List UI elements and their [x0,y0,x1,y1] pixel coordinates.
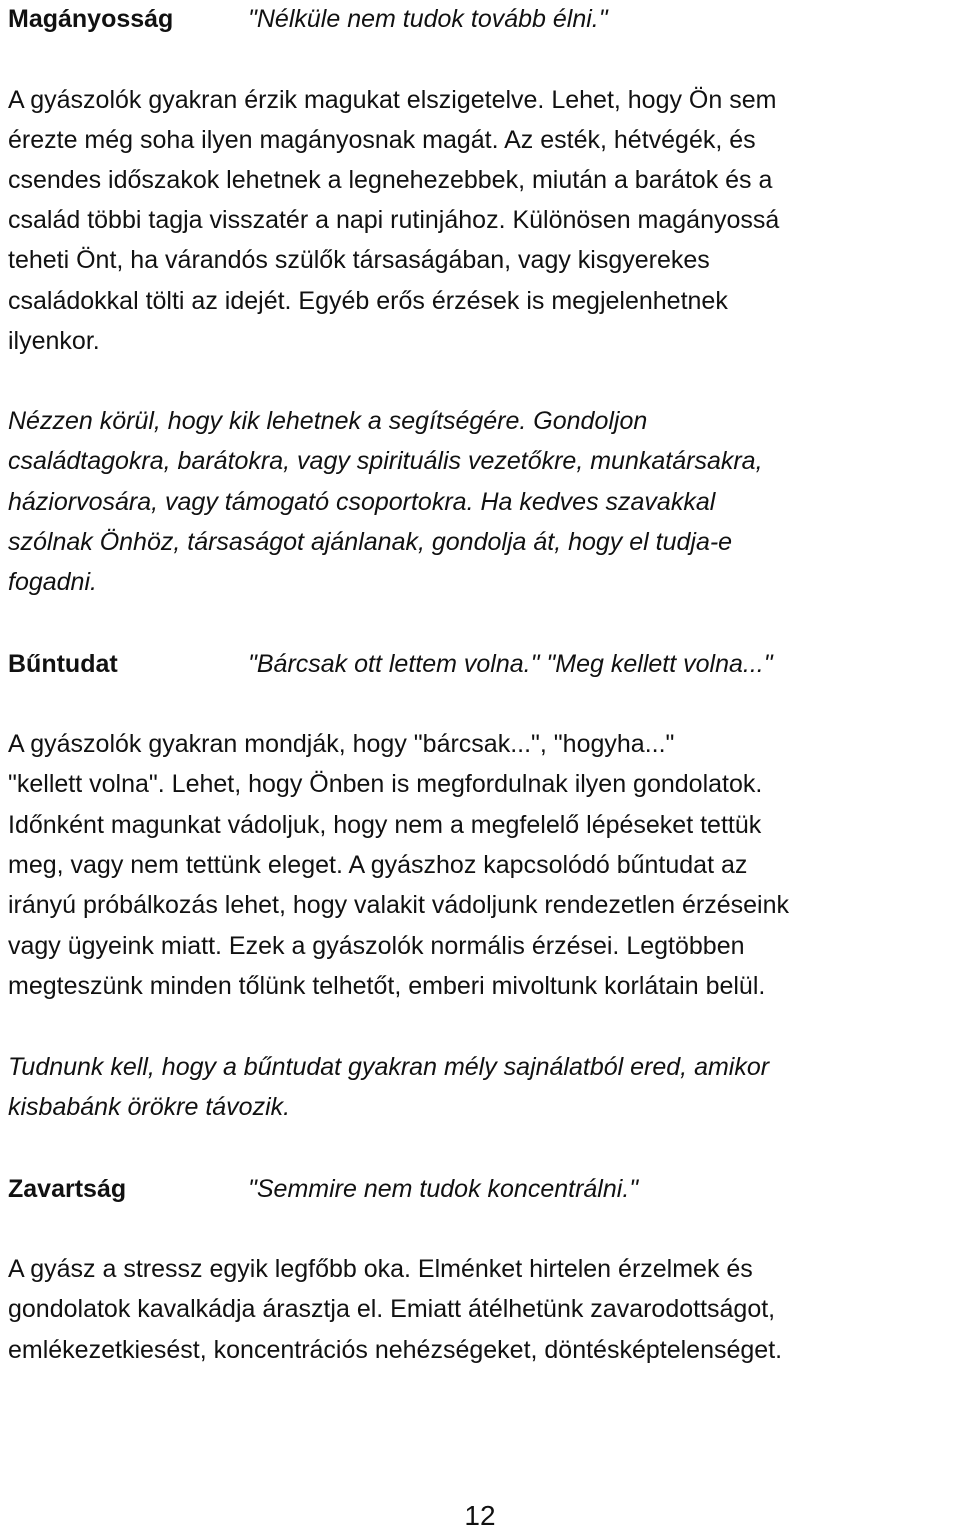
text-line: A gyász a stressz egyik legfőbb oka. Elménket hirtelen érzelmek és [8,1255,753,1283]
section-heading-maganyossag: Magányosság [8,5,174,33]
text-line: teheti Önt, ha várandós szülők társaságában, vagy kisgyerekes [8,246,710,274]
text-line: kisbabánk örökre távozik. [8,1093,291,1121]
section-heading-zavartsag: Zavartság [8,1175,127,1203]
text-line: család többi tagja visszatér a napi rutinjához. Különösen magányossá [8,206,780,234]
text-line: érezte még soha ilyen magányosnak magát. Az esték, hétvégék, és [8,126,756,154]
section-quote-zavartsag: "Semmire nem tudok koncentrálni." [248,1175,639,1203]
text-line: Nézzen körül, hogy kik lehetnek a segítségére. Gondoljon [8,407,648,435]
page-number: 12 [464,1500,496,1531]
text-line: "kellett volna". Lehet, hogy Önben is megfordulnak ilyen gondolatok. [8,770,763,798]
text-line: fogadni. [8,568,97,596]
text-line: vagy ügyeink miatt. Ezek a gyászolók normális érzései. Legtöbben [8,932,745,960]
text-line: családokkal tölti az idejét. Egyéb erős érzések is megjelenhetnek [8,287,728,315]
text-line: szólnak Önhöz, társaságot ajánlanak, gondolja át, hogy el tudja-e [8,528,733,556]
text-line: A gyászolók gyakran érzik magukat elszigetelve. Lehet, hogy Ön sem [8,86,777,114]
text-line: Tudnunk kell, hogy a bűntudat gyakran mély sajnálatból ered, amikor [8,1053,770,1081]
text-line: megteszünk minden tőlünk telhetőt, emberi mivoltunk korlátain belül. [8,972,766,1000]
text-line: meg, vagy nem tettünk eleget. A gyászhoz kapcsolódó bűntudat az [8,851,748,879]
text-line: családtagokra, barátokra, vagy spirituális vezetőkre, munkatársakra, [8,447,763,475]
text-line: emlékezetkiesést, koncentrációs nehézségeket, döntésképtelenséget. [8,1336,783,1364]
text-line: Időnként magunkat vádoljuk, hogy nem a megfelelő lépéseket tettük [8,811,762,839]
text-line: csendes időszakok lehetnek a legnehezebbek, miután a barátok és a [8,166,773,194]
text-line: gondolatok kavalkádja árasztja el. Emiatt átélhetünk zavarodottságot, [8,1295,776,1323]
text-line: háziorvosára, vagy támogató csoportokra. Ha kedves szavakkal [8,488,716,516]
text-line: irányú próbálkozás lehet, hogy valakit vádoljunk rendezetlen érzéseink [8,891,790,919]
text-line: ilyenkor. [8,327,100,355]
text-line: A gyászolók gyakran mondják, hogy "bárcsak...", "hogyha..." [8,730,675,758]
section-quote-buntudat: "Bárcsak ott lettem volna." "Meg kellett volna..." [248,650,773,678]
section-heading-buntudat: Bűntudat [8,650,118,678]
section-quote-maganyossag: "Nélküle nem tudok tovább élni." [248,5,608,33]
